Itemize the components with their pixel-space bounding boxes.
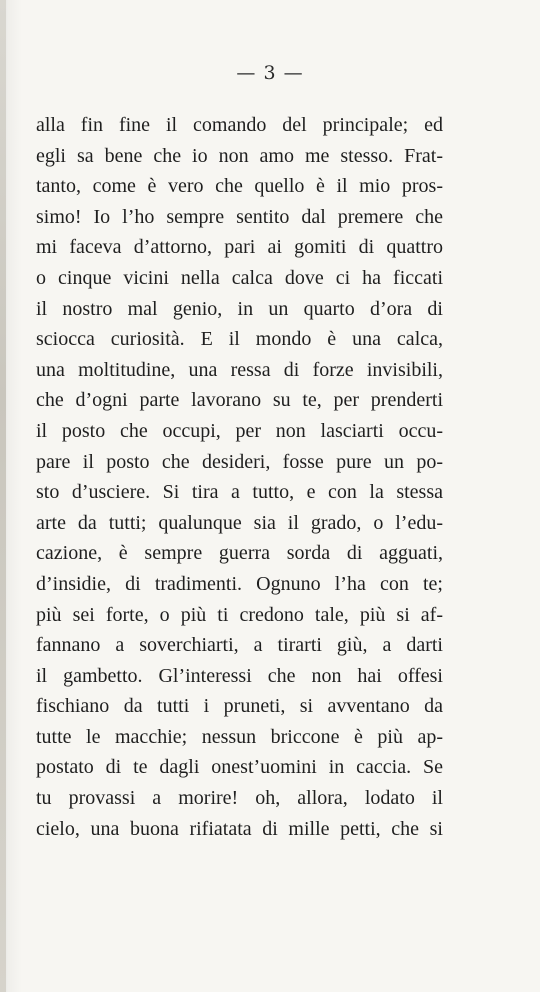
text-line: una moltitudine, una ressa di forze invisibili, bbox=[36, 358, 443, 381]
text-line: fischiano da tutti i pruneti, si avventano da bbox=[36, 695, 443, 718]
text-line: che d’ogni parte lavorano su te, per prenderti bbox=[36, 389, 443, 412]
text-line: d’insidie, di tradimenti. Ognuno l’ha con te; bbox=[36, 572, 443, 595]
text-line: arte da tutti; qualunque sia il grado, o l’edu- bbox=[36, 511, 443, 534]
text-line: o cinque vicini nella calca dove ci ha ficcati bbox=[36, 266, 443, 289]
text-line: il nostro mal genio, in un quarto d’ora di bbox=[36, 297, 443, 320]
text-line: tutte le macchie; nessun briccone è più ap- bbox=[36, 725, 443, 748]
page-number: — 3 — bbox=[236, 62, 304, 84]
text-line: alla fin fine il comando del principale; ed bbox=[36, 114, 443, 136]
text-line: fannano a soverchiarti, a tirarti giù, a darti bbox=[36, 634, 443, 657]
text-line: più sei forte, o più ti credono tale, più si af- bbox=[36, 603, 443, 626]
text-line: cielo, una buona rifiatata di mille petti, che si bbox=[36, 817, 443, 840]
text-line: egli sa bene che io non amo me stesso. Frat- bbox=[36, 144, 443, 167]
text-line: il posto che occupi, per non lasciarti occu- bbox=[36, 419, 443, 442]
text-line: postato di te dagli onest’uomini in caccia. Se bbox=[36, 756, 443, 779]
text-line: simo! Io l’ho sempre sentito dal premere che bbox=[36, 205, 443, 228]
binding-edge bbox=[0, 0, 6, 992]
text-line: cazione, è sempre guerra sorda di agguati, bbox=[36, 542, 443, 565]
body-text bbox=[36, 110, 443, 844]
text-line: pare il posto che desideri, fosse pure un po- bbox=[36, 450, 443, 473]
text-line: sto d’usciere. Si tira a tutto, e con la stessa bbox=[36, 481, 443, 504]
text-line: sciocca curiosità. E il mondo è una calca, bbox=[36, 328, 443, 351]
text-line: mi faceva d’attorno, pari ai gomiti di quattro bbox=[36, 236, 443, 259]
text-line: tu provassi a morire! oh, allora, lodato il bbox=[36, 787, 443, 810]
text-line: tanto, come è vero che quello è il mio pros- bbox=[36, 175, 443, 198]
text-line: il gambetto. Gl’interessi che non hai offesi bbox=[36, 664, 443, 687]
